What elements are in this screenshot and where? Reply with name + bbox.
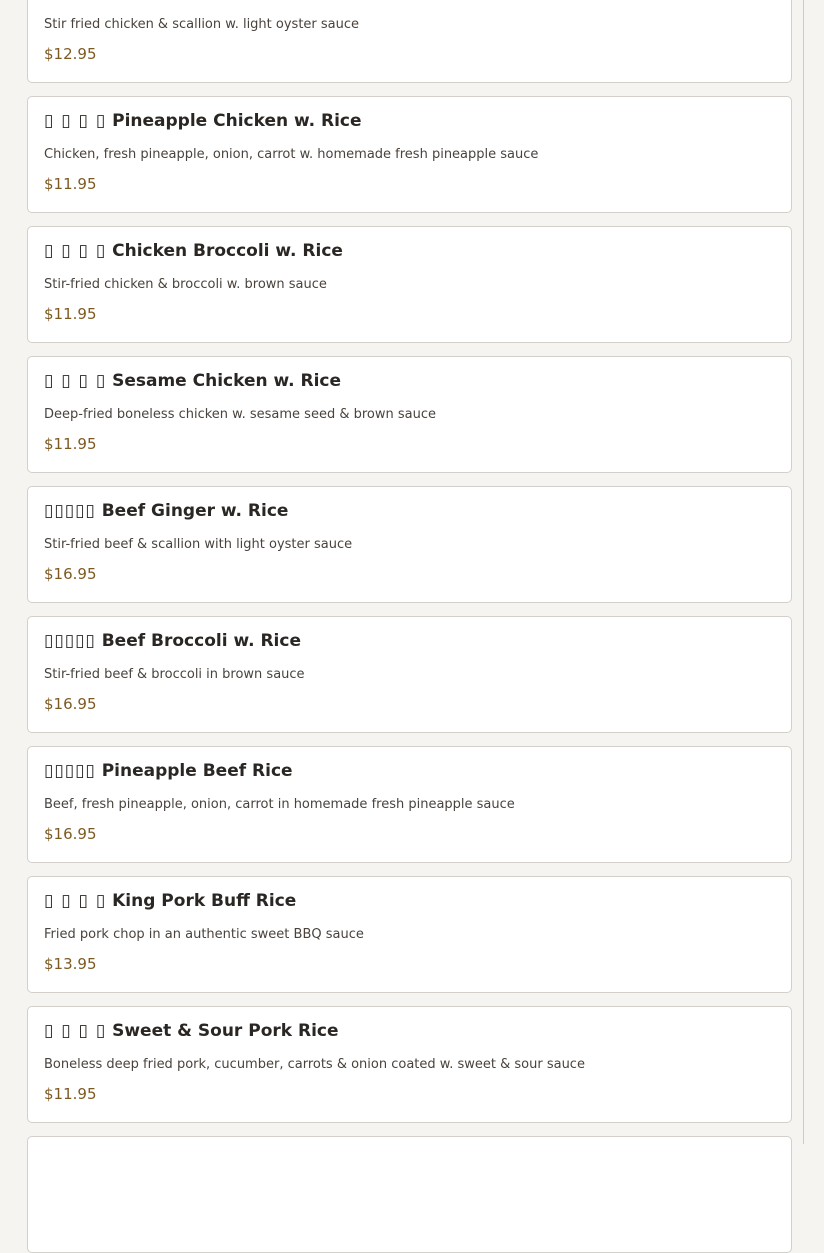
item-description: Stir-fried beef & broccoli in brown sauce bbox=[44, 667, 305, 682]
item-title bbox=[44, 1021, 339, 1041]
item-price: $16.95 bbox=[44, 565, 97, 583]
item-name: Sesame Chicken w. Rice bbox=[112, 371, 342, 391]
item-name: Beef Ginger w. Rice bbox=[101, 501, 289, 521]
item-title-glyphs: ▯ ▯ ▯ ▯ bbox=[44, 371, 107, 391]
item-price: $11.95 bbox=[44, 305, 97, 323]
item-title-glyphs: ▯▯▯▯▯ bbox=[44, 501, 96, 521]
item-title bbox=[44, 241, 343, 261]
item-description: Boneless deep fried pork, cucumber, carrots & onion coated w. sweet & sour sauce bbox=[44, 1057, 585, 1072]
item-title bbox=[44, 371, 341, 391]
item-title-glyphs: ▯ ▯ ▯ ▯ bbox=[44, 111, 107, 131]
scrollbar-edge[interactable] bbox=[803, 0, 804, 1144]
item-name: Sweet & Sour Pork Rice bbox=[112, 1021, 339, 1041]
menu-item-card[interactable] bbox=[27, 96, 792, 213]
item-name: Pineapple Chicken w. Rice bbox=[112, 111, 362, 131]
item-description: Stir-fried beef & scallion with light oyster sauce bbox=[44, 537, 353, 552]
menu-item-list bbox=[27, 0, 792, 1144]
menu-item-card[interactable] bbox=[27, 1136, 792, 1253]
item-title-glyphs: ▯ ▯ ▯ ▯ bbox=[44, 891, 107, 911]
item-price: $16.95 bbox=[44, 695, 97, 713]
item-description: Fried pork chop in an authentic sweet BBQ sauce bbox=[44, 927, 364, 942]
menu-item-card[interactable] bbox=[27, 0, 792, 83]
item-title bbox=[44, 631, 301, 651]
item-description: Beef, fresh pineapple, onion, carrot in homemade fresh pineapple sauce bbox=[44, 797, 515, 812]
menu-item-card[interactable] bbox=[27, 226, 792, 343]
item-price: $11.95 bbox=[44, 1085, 97, 1103]
item-name: King Pork Buff Rice bbox=[112, 891, 297, 911]
menu-item-card[interactable] bbox=[27, 486, 792, 603]
item-description: Deep-fried boneless chicken w. sesame seed & brown sauce bbox=[44, 407, 436, 422]
item-price: $11.95 bbox=[44, 435, 97, 453]
item-price: $13.95 bbox=[44, 955, 97, 973]
item-title-glyphs: ▯▯▯▯▯ bbox=[44, 631, 96, 651]
item-price: $12.95 bbox=[44, 45, 97, 63]
item-title-glyphs: ▯ ▯ ▯ ▯ bbox=[44, 1021, 107, 1041]
item-price: $11.95 bbox=[44, 175, 97, 193]
item-name: Chicken Broccoli w. Rice bbox=[112, 241, 343, 261]
item-title-glyphs: ▯▯▯▯▯ bbox=[44, 761, 96, 781]
item-title bbox=[44, 0, 330, 1]
menu-item-card[interactable] bbox=[27, 356, 792, 473]
item-description: Stir fried chicken & scallion w. light oyster sauce bbox=[44, 17, 360, 32]
item-title bbox=[44, 501, 288, 521]
item-title bbox=[44, 761, 293, 781]
item-name bbox=[112, 0, 330, 1]
menu-item-card[interactable] bbox=[27, 876, 792, 993]
item-price: $16.95 bbox=[44, 825, 97, 843]
item-description: Stir-fried chicken & broccoli w. brown sauce bbox=[44, 277, 327, 292]
menu-item-card[interactable] bbox=[27, 746, 792, 863]
item-title-glyphs: ▯ ▯ ▯ ▯ bbox=[44, 241, 107, 261]
menu-item-card[interactable] bbox=[27, 1006, 792, 1123]
menu-item-card[interactable] bbox=[27, 616, 792, 733]
item-title bbox=[44, 891, 296, 911]
item-title bbox=[44, 111, 362, 131]
item-name: Beef Broccoli w. Rice bbox=[101, 631, 301, 651]
item-description: Chicken, fresh pineapple, onion, carrot w. homemade fresh pineapple sauce bbox=[44, 147, 539, 162]
item-name: Pineapple Beef Rice bbox=[101, 761, 293, 781]
item-title-glyphs bbox=[44, 0, 106, 1]
